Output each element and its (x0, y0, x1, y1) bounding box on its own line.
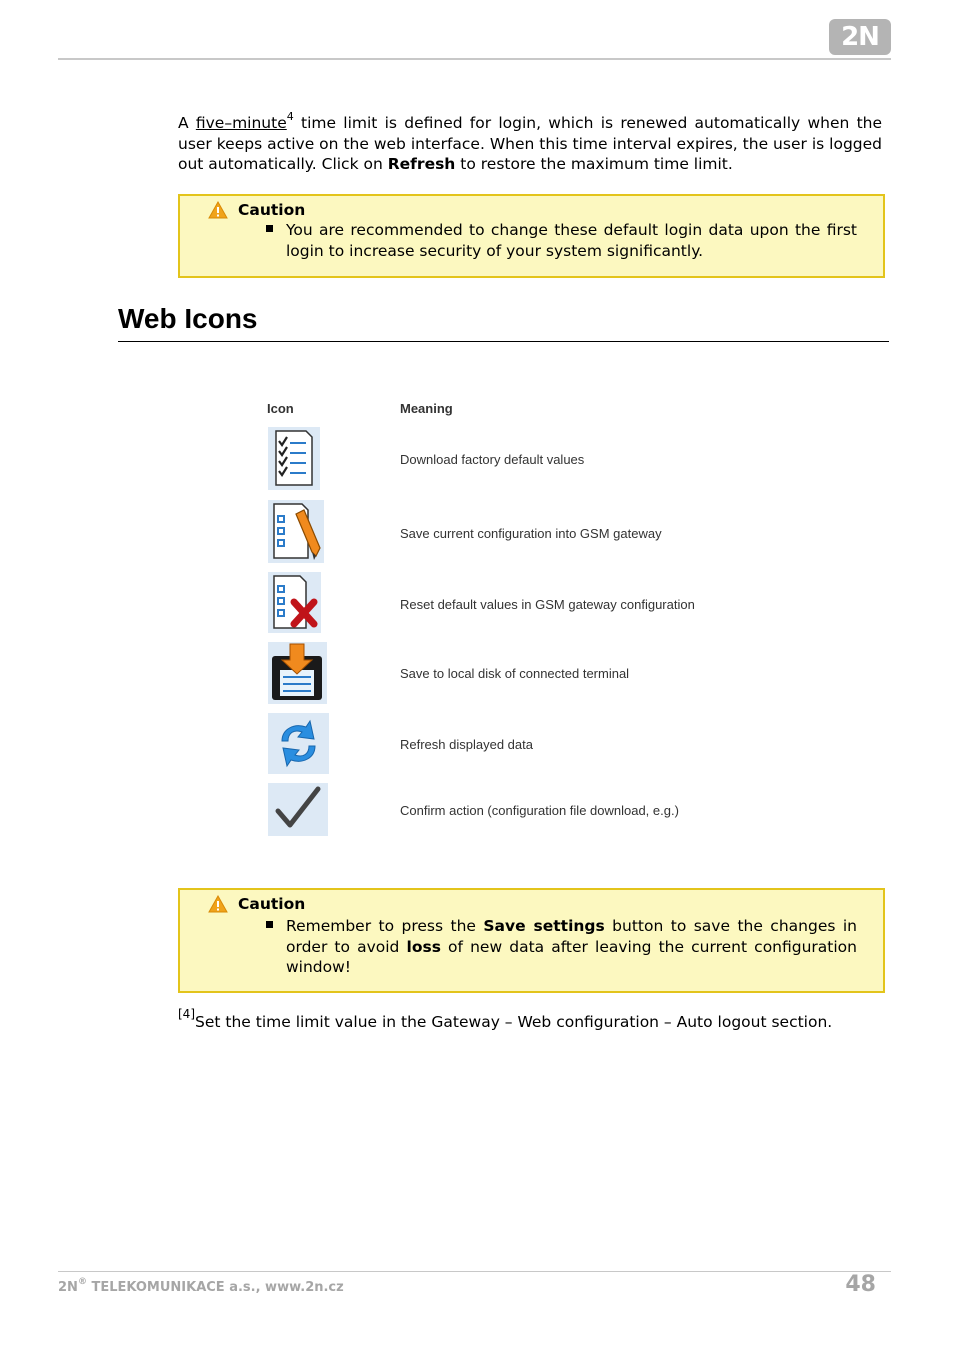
footnote-ref[interactable]: 4 (286, 109, 294, 123)
caution-title: Caution (238, 201, 306, 219)
caution-text: Remember to press the Save settings button to save the changes in order to avoid loss of new data after leaving the current configuration window! (286, 917, 857, 976)
footnote: [4]Set the time limit value in the Gateway – Web configuration – Auto logout section. (178, 1006, 833, 1031)
footnote-mark: [4] (178, 1006, 195, 1021)
refresh-icon (268, 713, 329, 774)
company-logo: 2N (829, 19, 891, 55)
section-title: Web Icons (118, 303, 258, 334)
intro-paragraph: A five–minute$^4$ time limit is defined for login, which is renewed automatically when the user keeps active on the web interface. When this time interval expires, the user is logged out automatically. Click on Refresh to restore the maximum time limit. (178, 109, 883, 173)
footer-company: 2N® TELEKOMUNIKACE a.s., www.2n.cz (58, 1276, 344, 1295)
caution-title: Caution (238, 895, 306, 913)
floppy-save-icon (268, 642, 327, 704)
meaning-confirm-action: Confirm action (configuration file download, e.g.) (400, 803, 679, 818)
checklist-icon (268, 427, 320, 490)
bullet-square (266, 921, 273, 928)
save-settings-keyword: Save settings (483, 917, 605, 935)
footer-divider (58, 1271, 891, 1272)
five-minute-link[interactable]: five–minute (195, 114, 287, 132)
column-header-icon: Icon (267, 401, 294, 416)
refresh-keyword: Refresh (387, 155, 456, 173)
page-number: 48 (845, 1272, 876, 1297)
column-header-meaning: Meaning (400, 401, 453, 416)
warning-icon (208, 201, 228, 219)
caution-box-save (178, 888, 885, 993)
section-divider (118, 341, 889, 342)
meaning-save-local: Save to local disk of connected terminal (400, 666, 630, 681)
header-divider (58, 58, 891, 60)
checklist-delete-icon (268, 572, 321, 633)
meaning-download-defaults: Download factory default values (400, 452, 585, 467)
meaning-refresh-data: Refresh displayed data (400, 737, 533, 752)
caution-text: You are recommended to change these default login data upon the first login to increase security of your system significantly. (286, 221, 857, 260)
meaning-reset-defaults: Reset default values in GSM gateway configuration (400, 597, 695, 612)
caution-box-login (178, 194, 885, 278)
loss-keyword: loss (406, 937, 441, 956)
warning-icon (208, 895, 228, 913)
meaning-save-config: Save current configuration into GSM gateway (400, 526, 662, 541)
checklist-pen-icon (268, 500, 324, 563)
checkmark-icon (268, 783, 328, 836)
bullet-square (266, 225, 273, 232)
